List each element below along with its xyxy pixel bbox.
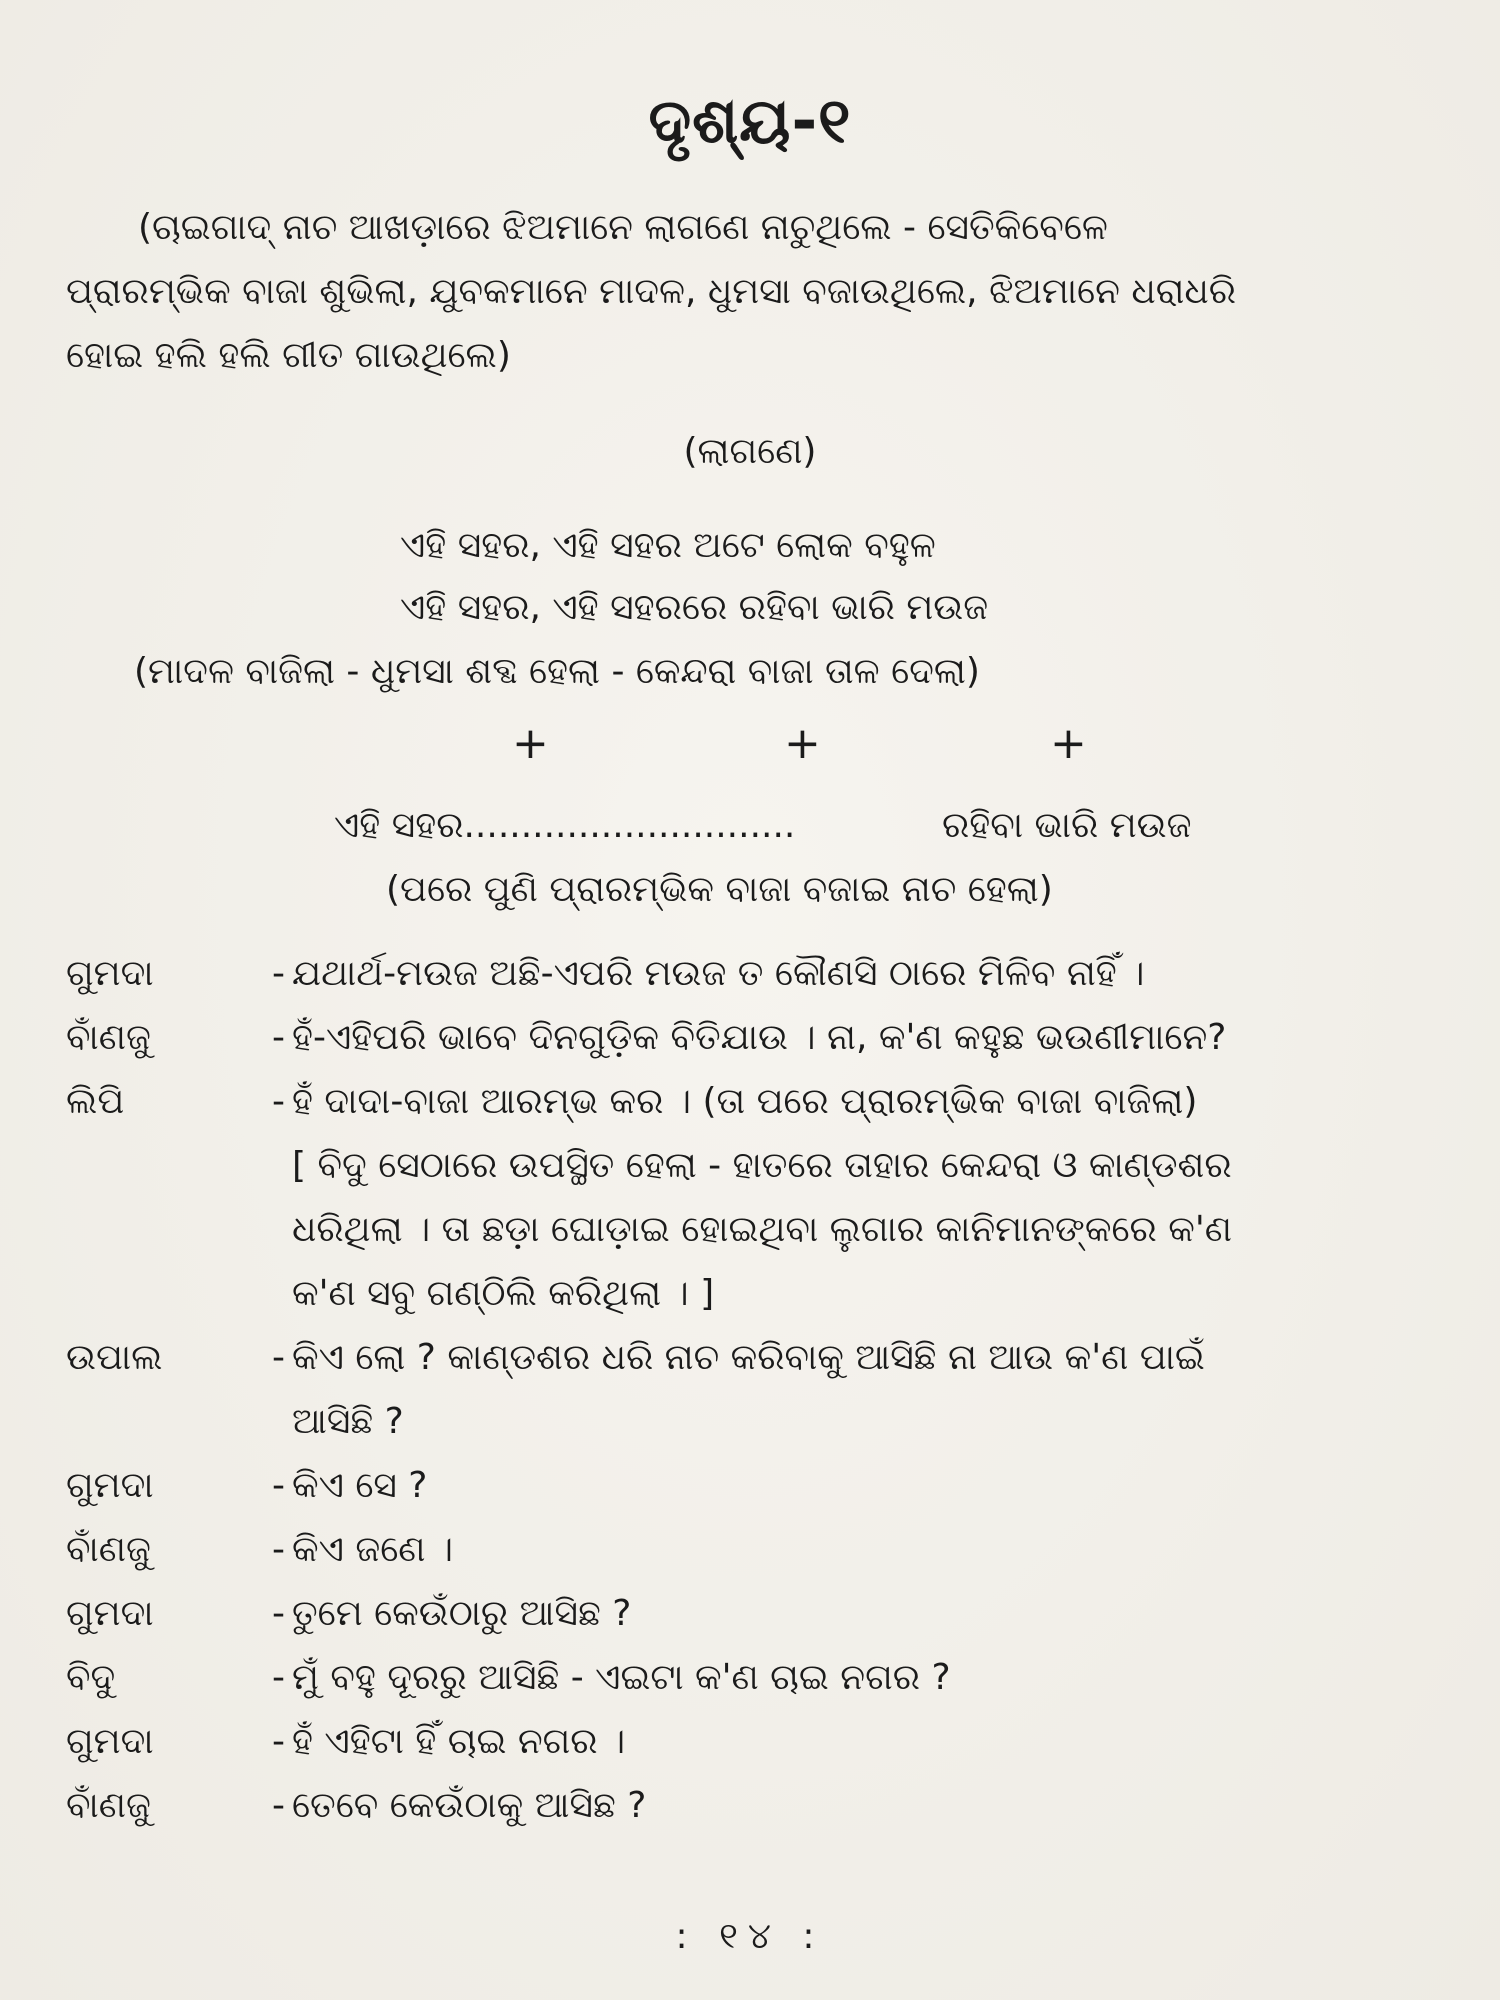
speaker-name: ବାଁଣଜୁ [66,1529,151,1570]
dialogue-continuation [66,1134,1466,1198]
speech-text: ହଁ ଦାଦା-ବାଜା ଆରମ୍ଭ କର । (ତା ପରେ ପ୍ରାରମ୍ଭିକ ବାଜା ବାଜିଲା) [292,1081,1198,1122]
speaker-dash: - [272,1017,285,1058]
dialogue-line [66,942,1466,1006]
speech-text: କିଏ ଜଣେ । [292,1529,454,1570]
speech-text: କିଏ ସେ ? [292,1465,428,1506]
speech-text: ତେବେ କେଉଁଠାକୁ ଆସିଛ ? [292,1785,647,1826]
stage-direction-line-1: (ଚାଇଗାଦ୍ ନାଚ ଆଖଡ଼ାରେ ଝିଅମାନେ ଲାଗଣେ ନାଚୁଥିଲେ - ସେତିକିବେଳେ [138,207,1108,248]
speech-text: ଯଥାର୍ଥ-ମଉଜ ଅଛି-ଏପରି ମଉଜ ତ କୌଣସି ଠାରେ ମିଳିବ ନାହିଁ । [292,953,1145,994]
speech-text: କ'ଣ ସବୁ ଗଣ୍ଠିଲି କରିଥିଲା । ] [292,1273,715,1314]
speaker-dash: - [272,1529,285,1570]
speech-text: କିଏ ଲୋ ? କାଣ୍ଡଶର ଧରି ନାଚ କରିବାକୁ ଆସିଛି ନା ଆଉ କ'ଣ ପାଇଁ [292,1337,1205,1378]
dialogue-line [66,1006,1466,1070]
music-direction: (ମାଦଳ ବାଜିଲା - ଧୁମସା ଶବ୍ଦ ହେଲା - କେନ୍ଦରା ବାଜା ତାଳ ଦେଲା) [134,651,980,692]
song-line-1: ଏହି ସହର, ଏହି ସହର ଅଟେ ଲୋକ ବହୁଳ [400,525,936,566]
speech-text: ହଁ ଏହିଟା ହିଁ ଚାଇ ନଗର । [292,1721,626,1762]
dialogue-continuation [66,1262,1466,1326]
speech-text: ହଁ-ଏହିପରି ଭାବେ ଦିନଗୁଡ଼ିକ ବିତିଯାଉ । ନା, କ'ଣ କହୁଛ ଭଉଣୀମାନେ? [292,1017,1227,1058]
speaker-dash: - [272,1657,285,1698]
dialogue-continuation [66,1198,1466,1262]
speaker-name: ବାଁଣଜୁ [66,1017,151,1058]
dialogue-continuation [66,1390,1466,1454]
speaker-dash: - [272,1593,285,1634]
plus-mark: + [1050,718,1087,769]
speaker-name: ବିଦୁ [66,1657,116,1698]
stage-direction-line-2: ପ୍ରାରମ୍ଭିକ ବାଜା ଶୁଭିଲା, ଯୁବକମାନେ ମାଦଳ, ଧୁମସା ବଜାଉଥିଲେ, ଝିଅମାନେ ଧରାଧରି [66,271,1236,312]
speaker-name: ଉପାଲ [66,1337,163,1378]
song-line-2: ଏହି ସହର, ଏହି ସହରରେ ରହିବା ଭାରି ମଉଜ [400,587,989,628]
dialogue-line [66,1646,1466,1710]
dialogue-line [66,1326,1466,1390]
dialogue-line [66,1070,1466,1134]
dialogue-line [66,1710,1466,1774]
plus-marks [0,718,1500,778]
song-name: (ଲାଗଣେ) [683,431,817,472]
dialogue-line [66,1518,1466,1582]
speaker-dash: - [272,1081,285,1122]
dialogue-line [66,1582,1466,1646]
dialogue-line [66,1454,1466,1518]
speech-text: [ ବିଦୁ ସେଠାରେ ଉପସ୍ଥିତ ହେଲା - ହାତରେ ତାହାର କେନ୍ଦରା ଓ କାଣ୍ଡଶର [292,1145,1232,1186]
speaker-name: ବାଁଣଜୁ [66,1785,151,1826]
plus-mark: + [512,718,549,769]
speaker-dash: - [272,953,285,994]
speaker-dash: - [272,1337,285,1378]
speaker-dash: - [272,1785,285,1826]
speech-text: ମୁଁ ବହୁ ଦୂରରୁ ଆସିଛି - ଏଇଟା କ'ଣ ଚାଇ ନଗର ? [292,1657,951,1698]
scene-title: ଦୃଶ୍ୟ-୧ [648,84,852,157]
refrain-start: ଏହି ସହର............................. [334,805,796,846]
speaker-dash: - [272,1465,285,1506]
dialogue-block [66,942,1466,1838]
speech-text: ଧରିଥିଲା । ତା ଛଡ଼ା ଘୋଡ଼ାଇ ହୋଇଥିବା ଲୁଗାର କାନିମାନଙ୍କରେ କ'ଣ [292,1209,1232,1250]
speaker-name: ଗୁମଦା [66,953,154,994]
plus-mark: + [784,718,821,769]
speaker-name: ଗୁମଦା [66,1721,154,1762]
refrain-end: ରହିବା ଭାରି ମଉଜ [942,805,1192,846]
speaker-name: ଲିପି [66,1081,125,1122]
dialogue-line [66,1774,1466,1838]
dance-direction: (ପରେ ପୁଣି ପ୍ରାରମ୍ଭିକ ବାଜା ବଜାଇ ନାଚ ହେଲା) [386,869,1053,910]
speaker-name: ଗୁମଦା [66,1465,154,1506]
page-number: : ୧୪ : [675,1916,825,1957]
speaker-dash: - [272,1721,285,1762]
speech-text: ତୁମେ କେଉଁଠାରୁ ଆସିଛ ? [292,1593,632,1634]
speech-text: ଆସିଛି ? [292,1401,404,1442]
stage-direction-line-3: ହୋଇ ହଲି ହଲି ଗୀତ ଗାଉଥିଲେ) [66,335,511,376]
speaker-name: ଗୁମଦା [66,1593,154,1634]
opening-stage-direction [66,196,1456,388]
